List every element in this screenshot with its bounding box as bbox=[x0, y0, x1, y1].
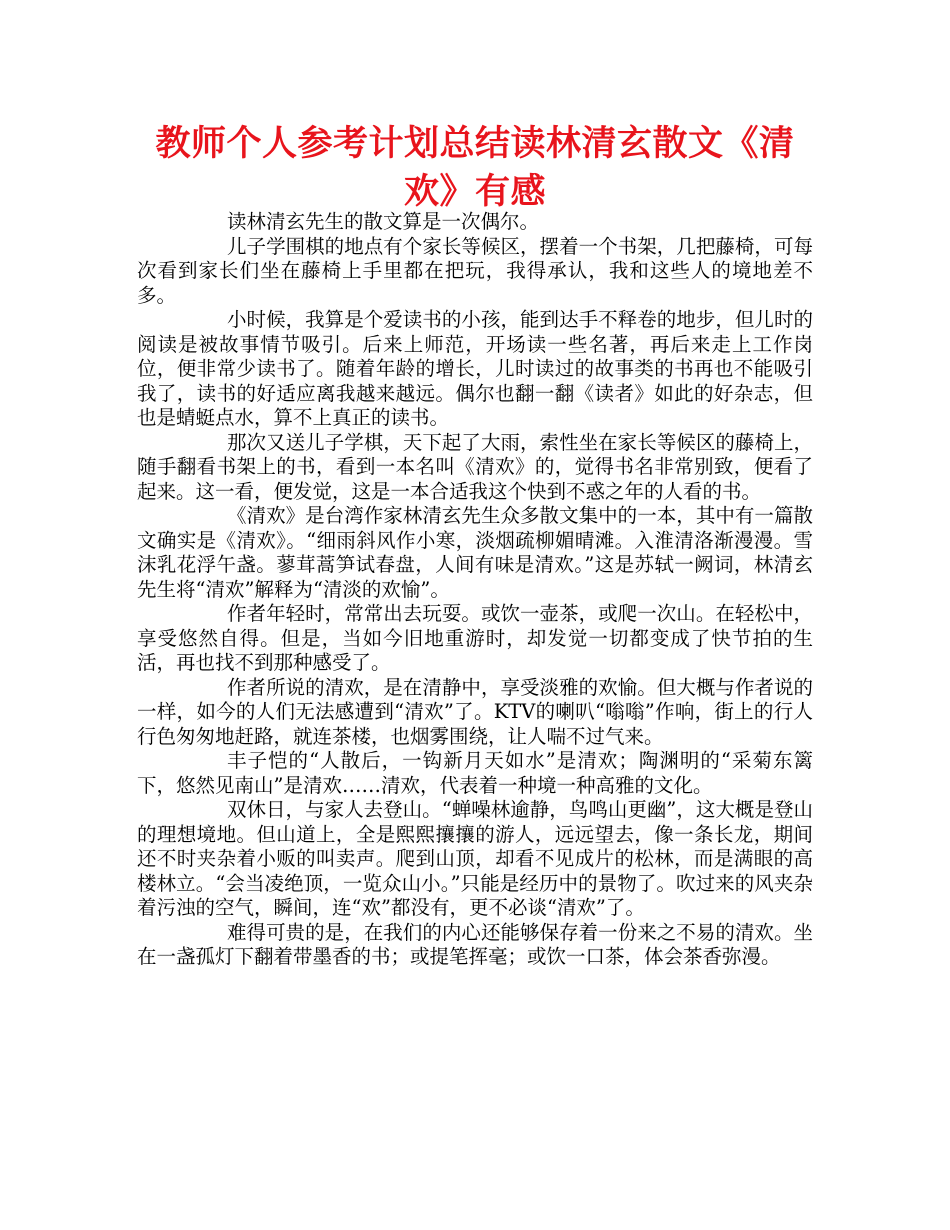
paragraph: 儿子学围棋的地点有个家长等候区，摆着一个书架，几把藤椅，可每次看到家长们坐在藤椅上手里都在把玩，我得承认，我和这些人的境地差不多。 bbox=[137, 234, 813, 307]
paragraph: 作者年轻时，常常出去玩耍。或饮一壶茶，或爬一次山。在轻松中，享受悠然自得。但是，当如今旧地重游时，却发觉一切都变成了快节拍的生活，再也找不到那种感受了。 bbox=[137, 602, 813, 674]
paragraph: 小时候，我算是个爱读书的小孩，能到达手不释卷的地步，但儿时的阅读是被故事情节吸引。后来上师范，开场读一些名著，再后来走上工作岗位，便非常少读书了。随着年龄的增长，儿时读过的故事类的书再也不能吸引我了，读书的好适应离我越来越远。偶尔也翻一翻《读者》如此的好杂志，但也是蜻蜓点水，算不上真正的读书。 bbox=[137, 308, 813, 429]
paragraph: 作者所说的清欢，是在清静中，享受淡雅的欢愉。但大概与作者说的一样，如今的人们无法感遭到“清欢”了。KTV的喇叭“嗡嗡”作响，街上的行人行色匆匆地赶路，就连茶楼，也烟雾围绕，让人喘不过气来。 bbox=[137, 675, 813, 748]
document-title: 教师个人参考计划总结读林清玄散文《清欢》有感 bbox=[155, 124, 795, 212]
paragraph: 《清欢》是台湾作家林清玄先生众多散文集中的一本，其中有一篇散文确实是《清欢》。“细雨斜风作小寒，淡烟疏柳媚晴滩。入淮清洛渐漫漫。雪沫乳花浮午盏。蓼茸蒿笋试春盘，人间有味是清欢。”这是苏轼一阙词，林清玄先生将“清欢”解释为“清淡的欢愉”。 bbox=[137, 504, 813, 601]
paragraph: 读林清玄先生的散文算是一次偶尔。 bbox=[227, 210, 540, 233]
paragraph: 双休日，与家人去登山。“蝉噪林逾静，鸟鸣山更幽”，这大概是登山的理想境地。但山道上，全是熙熙攘攘的游人，远远望去，像一条长龙，期间还不时夹杂着小贩的叫卖声。爬到山顶，却看不见成片的松林，而是满眼的高楼林立。“会当凌绝顶，一览众山小。”只能是经历中的景物了。吹过来的风夹杂着污浊的空气，瞬间，连“欢”都没有，更不必谈“清欢”了。 bbox=[137, 798, 813, 919]
paragraph: 丰子恺的“人散后，一钩新月天如水”是清欢；陶渊明的“采菊东篱下，悠然见南山”是清欢……清欢，代表着一种境一种高雅的文化。 bbox=[137, 749, 813, 797]
document-body bbox=[137, 210, 813, 970]
paragraph: 难得可贵的是，在我们的内心还能够保存着一份来之不易的清欢。坐在一盏孤灯下翻着带墨香的书；或提笔挥毫；或饮一口茶，体会茶香弥漫。 bbox=[137, 920, 813, 968]
paragraph: 那次又送儿子学棋，天下起了大雨，索性坐在家长等候区的藤椅上，随手翻看书架上的书，看到一本名叫《清欢》的，觉得书名非常别致，便看了起来。这一看，便发觉，这是一本合适我这个快到不惑之年的人看的书。 bbox=[137, 430, 813, 503]
